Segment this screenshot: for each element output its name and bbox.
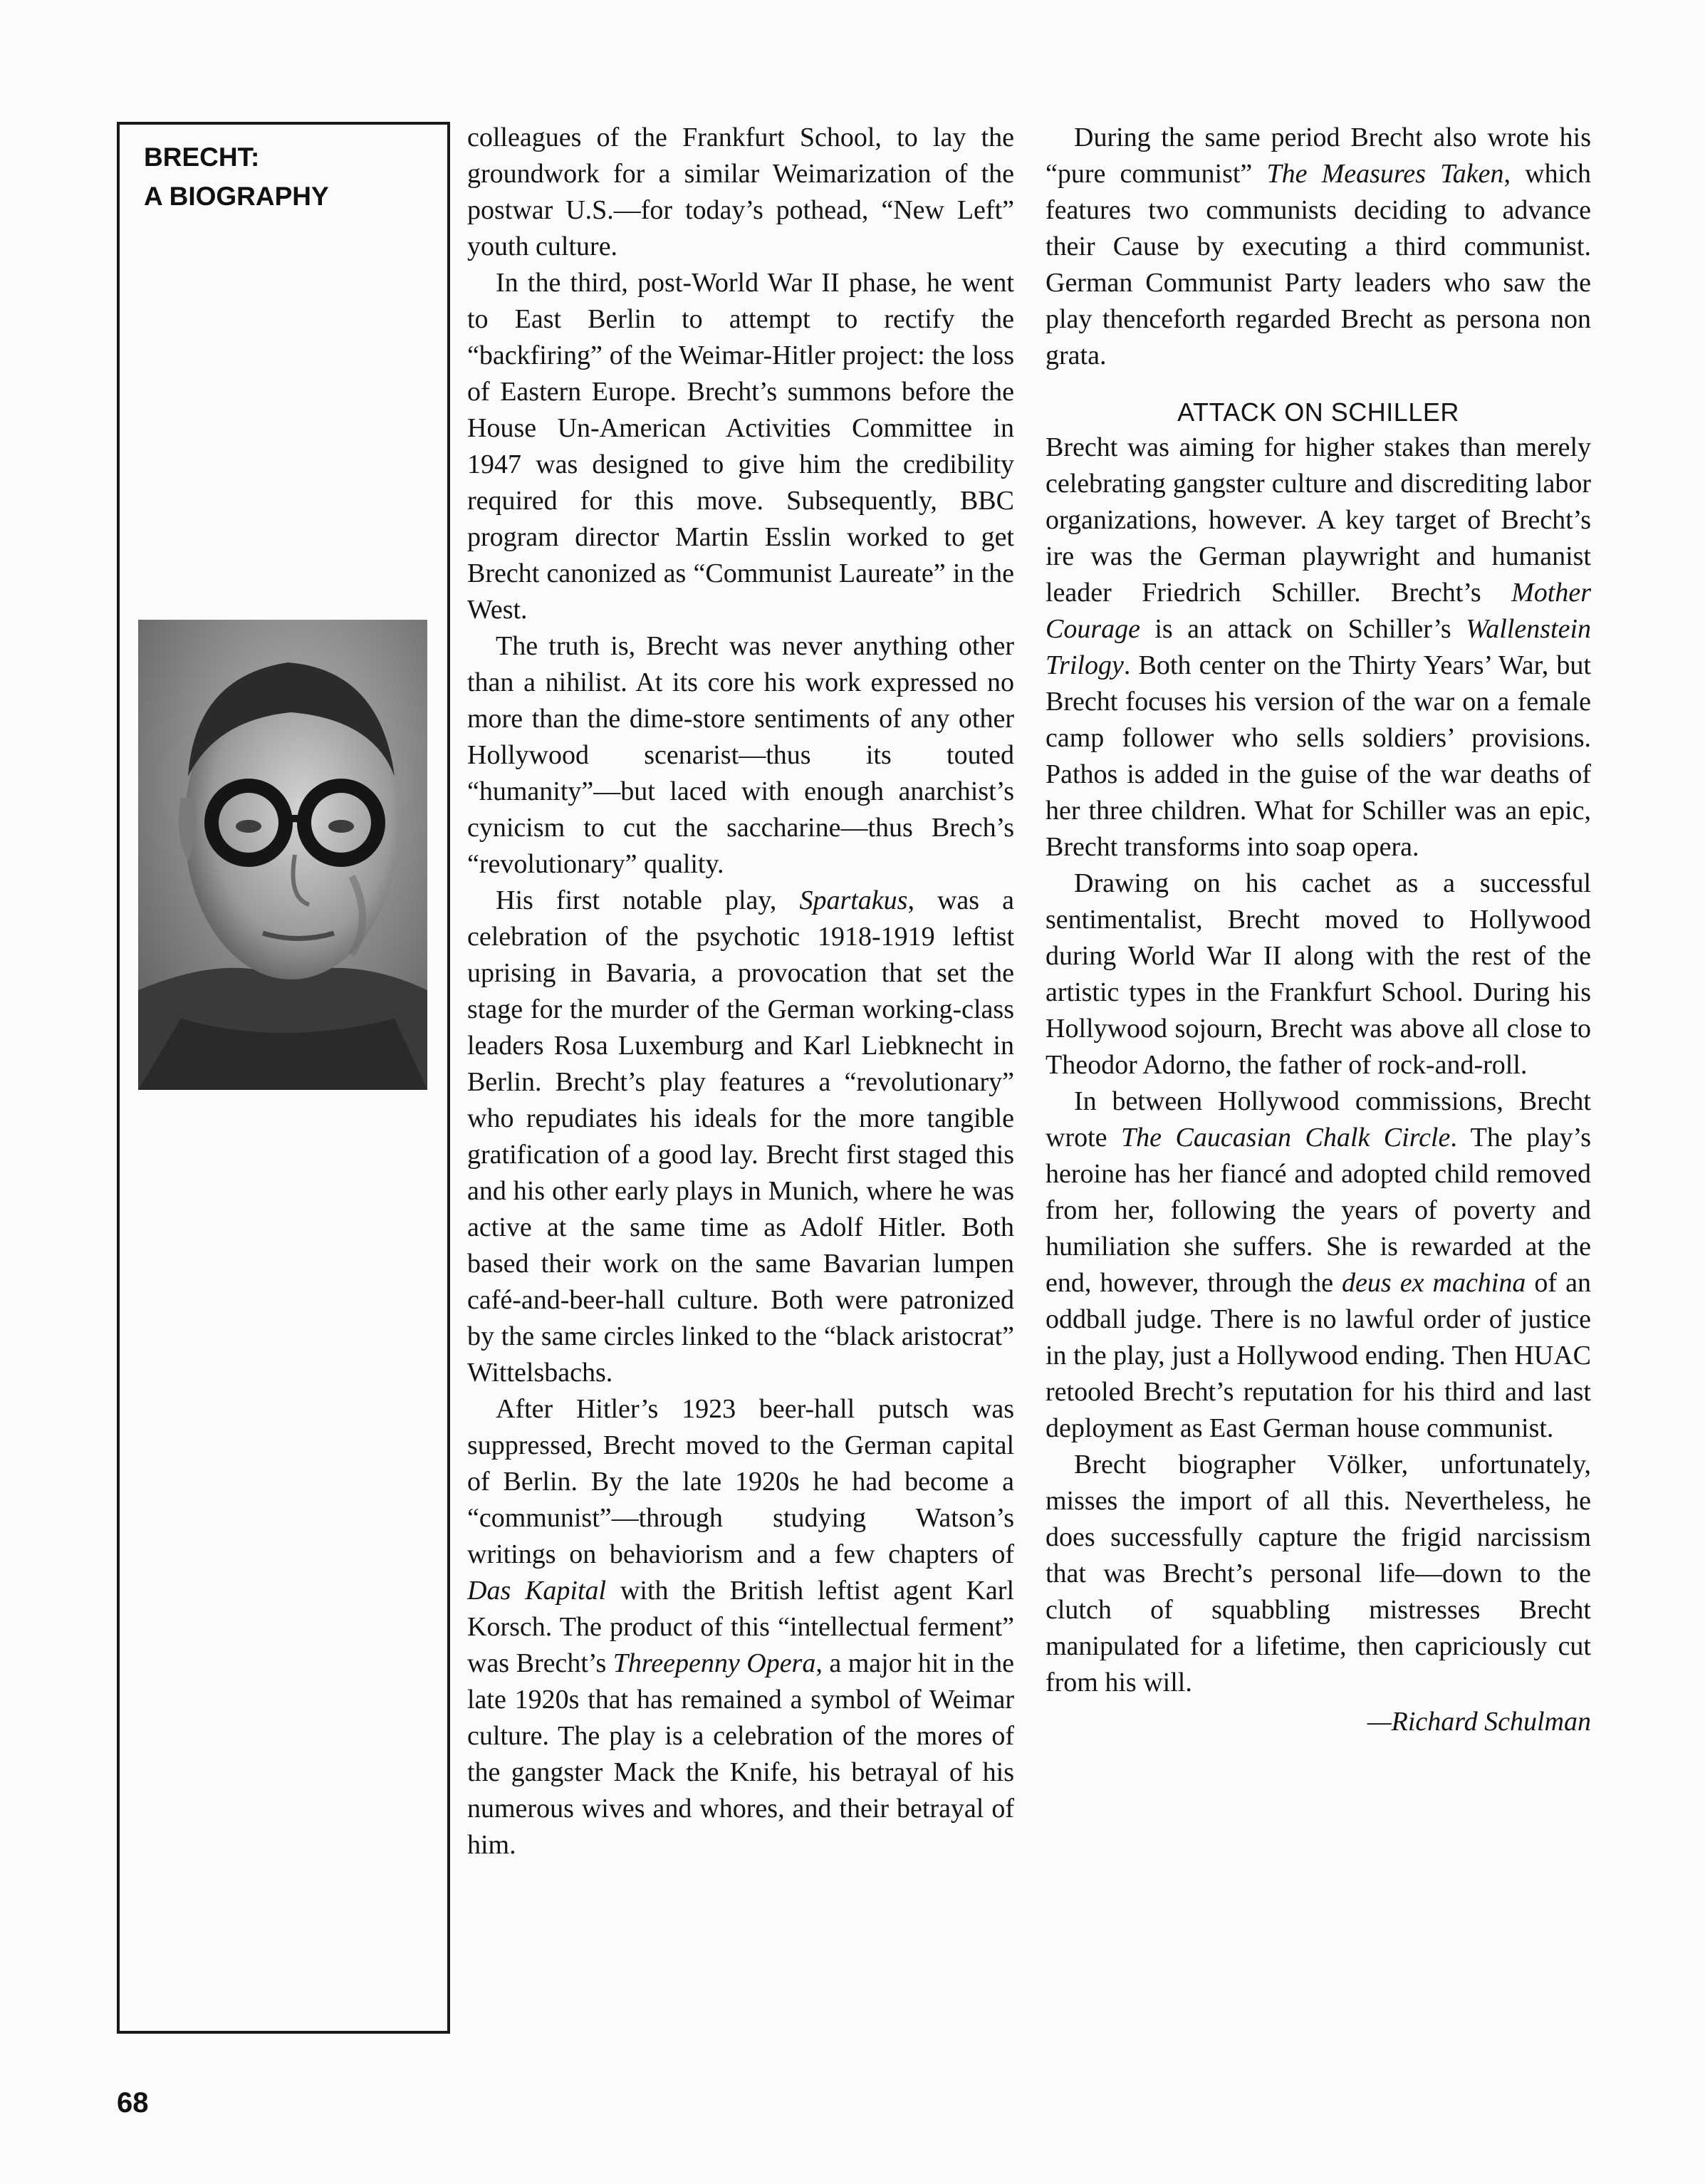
italic-title: Threepenny Opera bbox=[612, 1648, 816, 1678]
italic-title: Spartakus bbox=[799, 885, 908, 915]
text-run: During the same period Brecht also wrote his “pure communist” bbox=[1046, 123, 1591, 189]
text-run: His first notable play, bbox=[496, 885, 800, 915]
text-run: . The play’s heroine has her fiancé and adopted child removed from her, following the years of poverty and humiliation she suffers. She is rewarded at the end, however, through the bbox=[1046, 1123, 1591, 1298]
text-run: is an attack on Schiller’s bbox=[1140, 614, 1466, 644]
author-portrait-photo bbox=[138, 620, 427, 1090]
italic-title: The Measures Taken bbox=[1266, 159, 1504, 189]
article-column-right bbox=[1046, 120, 1591, 1740]
sidebar-box bbox=[117, 122, 450, 2034]
text-run: . Both center on the Thirty Years’ War, but Brecht focuses his version of the war on a female camp follower who sells soldiers’ provisions. Pathos is added in the guise of the war deaths of her three children. What for Schiller was an epic, Brecht transforms into soap opera. bbox=[1046, 650, 1591, 862]
right-column-body bbox=[1046, 430, 1591, 1701]
text-run: with the British leftist agent Karl Korsch. The product of this “intellectual ferment” was Brecht’s bbox=[467, 1576, 1015, 1678]
italic-title: Wallenstein Trilogy bbox=[1046, 614, 1591, 680]
article-paragraph bbox=[467, 120, 1014, 265]
article-paragraph bbox=[467, 1391, 1014, 1863]
article-paragraph bbox=[1046, 430, 1591, 865]
article-paragraph bbox=[1046, 120, 1591, 374]
sidebar-title-line-1: BRECHT: bbox=[144, 142, 260, 172]
portrait-illustration bbox=[138, 620, 427, 1090]
article-column-middle bbox=[467, 120, 1014, 1863]
text-run: of an oddball judge. There is no lawful order of justice in the play, just a Hollywood ending. Then HUAC retooled Brecht’s reputation for his third and last deployment as East German house communist. bbox=[1046, 1268, 1591, 1443]
text-run: , was a celebration of the psychotic 1918-1919 leftist uprising in Bavaria, a provocation that set the stage for the murder of the German working-class leaders Rosa Luxemburg and Karl Liebknecht in Berlin. Brecht’s play features a “revolutionary” who repudiates his ideals for the more tangible gratification of a good lay. Brecht first staged this and his other early plays in Munich, where he was active at the same time as Adolf Hitler. Both based their work on the same Bavarian lumpen café-and-beer-hall culture. Both were patronized by the same circles linked to the “black aristocrat” Wittelsbachs. bbox=[467, 885, 1014, 1388]
italic-title: The Caucasian Chalk Circle bbox=[1121, 1123, 1451, 1153]
byline: —Richard Schulman bbox=[1367, 1707, 1591, 1737]
text-run: Brecht was aiming for higher stakes than merely celebrating gangster culture and discrediting labor organizations, however. A key target of Brecht’s ire was the German playwright and humanist leader Friedrich Schiller. Brecht’s bbox=[1046, 432, 1591, 608]
article-paragraph bbox=[1046, 865, 1591, 1083]
sidebar-title bbox=[144, 137, 329, 216]
italic-title: deus ex machina bbox=[1342, 1268, 1526, 1298]
article-paragraph bbox=[467, 883, 1014, 1391]
text-run: Drawing on his cachet as a successful sentimentalist, Brecht moved to Hollywood during World War II along with the rest of the artistic types in the Frankfurt School. During his Hollywood sojourn, Brecht was above all close to Theodor Adorno, the father of rock-and-roll. bbox=[1046, 868, 1591, 1080]
article-paragraph bbox=[467, 628, 1014, 883]
text-run: After Hitler’s 1923 beer-hall putsch was suppressed, Brecht moved to the German capital of Berlin. By the late 1920s he had become a “communist”—through studying Watson’s writings on behaviorism and a few chapters of bbox=[467, 1394, 1014, 1569]
italic-title: Mother Courage bbox=[1046, 578, 1591, 644]
article-paragraph bbox=[467, 265, 1014, 628]
sidebar-title-line-2: A BIOGRAPHY bbox=[144, 182, 329, 211]
article-paragraph bbox=[1046, 1447, 1591, 1701]
text-run: , which features two communists deciding to advance their Cause by executing a third communist. German Communist Party leaders who saw the play thenceforth regarded Brecht as persona non grata. bbox=[1046, 159, 1592, 370]
text-run: Brecht biographer Völker, unfortunately, misses the import of all this. Nevertheless, he does successfully capture the frigid narcissism that was Brecht’s personal life—down to the clutch of squabbling mistresses Brecht manipulated for a lifetime, then capriciously cut from his will. bbox=[1046, 1450, 1591, 1697]
text-run: colleagues of the Frankfurt School, to lay the groundwork for a similar Weimarization of the postwar U.S.—for today’s pothead, “New Left” youth culture. bbox=[467, 123, 1014, 261]
subheading: ATTACK ON SCHILLER bbox=[1177, 397, 1459, 427]
text-run: The truth is, Brecht was never anything other than a nihilist. At its core his work expressed no more than the dime-store sentiments of any other Hollywood scenarist—thus its touted “humanity”—but laced with enough anarchist’s cynicism to cut the saccharine—thus Brech’s “revolutionary” quality. bbox=[467, 631, 1014, 879]
article-paragraph bbox=[1046, 1083, 1591, 1447]
text-run: In between Hollywood commissions, Brecht wrote bbox=[1046, 1086, 1591, 1153]
text-run: In the third, post-World War II phase, he went to East Berlin to attempt to rectify the “backfiring” of the Weimar-Hitler project: the loss of Eastern Europe. Brecht’s summons before the House Un-American Activities Committee in 1947 was designed to give him the credibility required for this move. Subsequently, BBC program director Martin Esslin worked to get Brecht canonized as “Communist Laureate” in the West. bbox=[467, 268, 1014, 625]
page-number: 68 bbox=[117, 2087, 149, 2118]
right-column-opening bbox=[1046, 120, 1591, 374]
text-run: , a major hit in the late 1920s that has remained a symbol of Weimar culture. The play is a celebration of the mores of the gangster Mack the Knife, his betrayal of his numerous wives and whores, and their betrayal of him. bbox=[467, 1648, 1015, 1860]
italic-title: Das Kapital bbox=[467, 1576, 607, 1606]
